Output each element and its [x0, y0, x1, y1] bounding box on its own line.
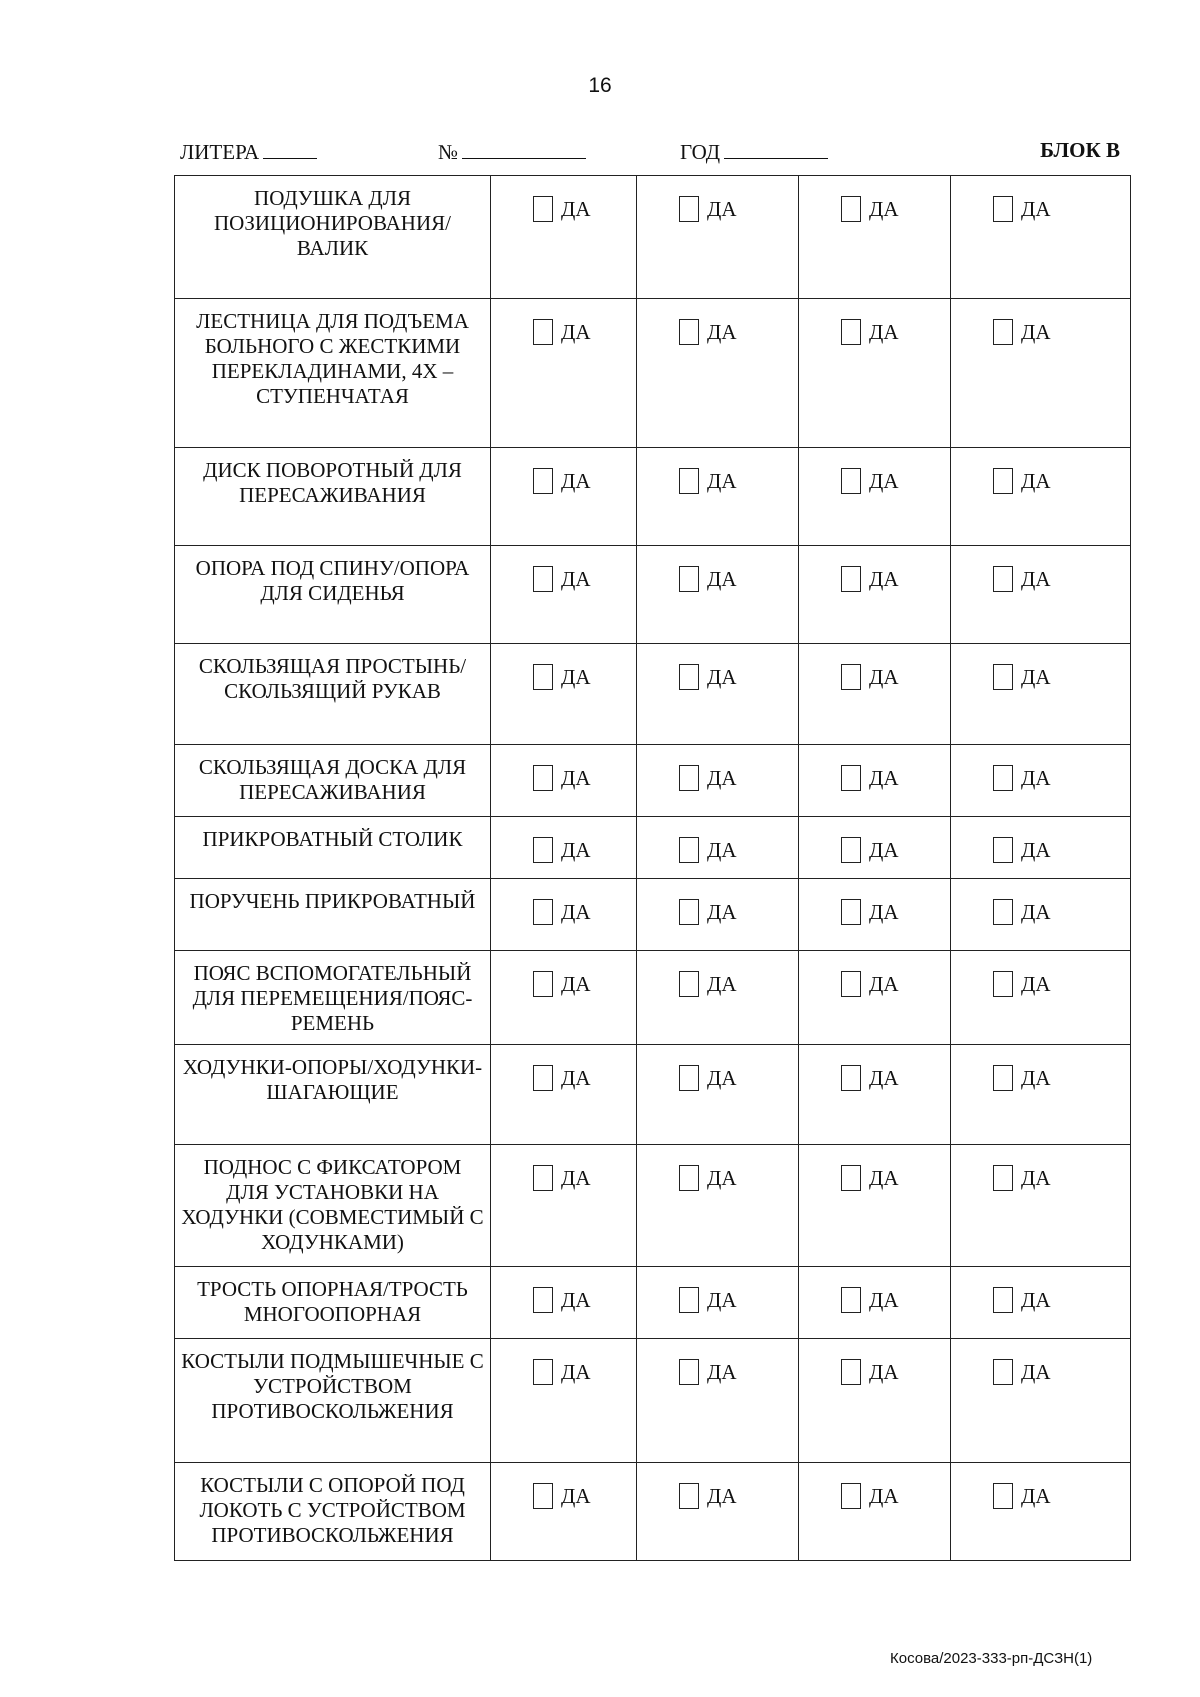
- checkbox-label: ДА: [1021, 1065, 1051, 1090]
- checkbox-cell: [799, 448, 951, 546]
- checkbox-label: ДА: [1021, 971, 1051, 996]
- yes-option[interactable]: [993, 319, 1130, 345]
- checkbox-cell: [491, 951, 637, 1045]
- item-name: СКОЛЬЗЯЩАЯ ДОСКА ДЛЯ ПЕРЕСАЖИВАНИЯ: [175, 745, 491, 817]
- checkbox-label: ДА: [1021, 1483, 1051, 1508]
- checkbox[interactable]: [533, 971, 553, 997]
- checkbox[interactable]: [993, 1483, 1013, 1509]
- checkbox-cell: [799, 299, 951, 448]
- checkbox-label: ДА: [869, 468, 899, 493]
- yes-option[interactable]: [533, 566, 636, 592]
- checkbox-cell: [951, 1267, 1131, 1339]
- checkbox-cell: [951, 448, 1131, 546]
- checkbox-label: ДА: [1021, 664, 1051, 689]
- year-blank[interactable]: [724, 138, 828, 159]
- checkbox-label: ДА: [561, 1359, 591, 1384]
- checkbox[interactable]: [679, 765, 699, 791]
- yes-option[interactable]: [533, 319, 636, 345]
- checkbox[interactable]: [679, 1165, 699, 1191]
- checkbox-cell: [799, 546, 951, 644]
- checkbox-label: ДА: [707, 1065, 737, 1090]
- checkbox-cell: [799, 1339, 951, 1463]
- checkbox-label: ДА: [707, 664, 737, 689]
- yes-option[interactable]: [679, 765, 798, 791]
- checkbox-label: ДА: [561, 899, 591, 924]
- checkbox-label: ДА: [1021, 319, 1051, 344]
- checkbox-label: ДА: [869, 1359, 899, 1384]
- checkbox-cell: [951, 1463, 1131, 1561]
- yes-option[interactable]: [533, 1483, 636, 1509]
- checkbox-label: ДА: [707, 468, 737, 493]
- table-row: [175, 951, 1131, 1045]
- page-number: 16: [588, 74, 612, 97]
- yes-option[interactable]: [533, 196, 636, 222]
- checkbox[interactable]: [993, 971, 1013, 997]
- checkbox-label: ДА: [869, 899, 899, 924]
- checkbox-label: ДА: [1021, 1165, 1051, 1190]
- checkbox-label: ДА: [561, 1287, 591, 1312]
- checkbox-cell: [491, 1463, 637, 1561]
- equipment-table-body: [175, 176, 1131, 1561]
- checkbox-label: ДА: [869, 837, 899, 862]
- checkbox-cell: [799, 879, 951, 951]
- item-name: ТРОСТЬ ОПОРНАЯ/ТРОСТЬ МНОГООПОРНАЯ: [175, 1267, 491, 1339]
- checkbox-cell: [799, 745, 951, 817]
- yes-option[interactable]: [533, 765, 636, 791]
- checkbox[interactable]: [679, 899, 699, 925]
- checkbox-label: ДА: [869, 566, 899, 591]
- checkbox-cell: [637, 644, 799, 745]
- yes-option[interactable]: [993, 566, 1130, 592]
- item-name: ПОРУЧЕНЬ ПРИКРОВАТНЫЙ: [175, 879, 491, 951]
- yes-option[interactable]: [679, 1483, 798, 1509]
- checkbox-cell: [951, 879, 1131, 951]
- yes-option[interactable]: [993, 468, 1130, 494]
- table-row: [175, 299, 1131, 448]
- checkbox[interactable]: [533, 765, 553, 791]
- checkbox-label: ДА: [869, 664, 899, 689]
- yes-option[interactable]: [841, 1165, 950, 1191]
- yes-option[interactable]: [533, 899, 636, 925]
- checkbox[interactable]: [679, 1065, 699, 1091]
- number-blank[interactable]: [462, 138, 586, 159]
- checkbox-cell: [951, 644, 1131, 745]
- checkbox[interactable]: [841, 1359, 861, 1385]
- checkbox[interactable]: [993, 1287, 1013, 1313]
- yes-option[interactable]: [841, 899, 950, 925]
- yes-option[interactable]: [841, 971, 950, 997]
- checkbox[interactable]: [679, 971, 699, 997]
- checkbox[interactable]: [841, 566, 861, 592]
- checkbox-cell: [491, 644, 637, 745]
- checkbox-label: ДА: [1021, 566, 1051, 591]
- checkbox[interactable]: [533, 1483, 553, 1509]
- item-name: ПОЯС ВСПОМОГАТЕЛЬНЫЙ ДЛЯ ПЕРЕМЕЩЕНИЯ/ПОЯС-РЕМЕНЬ: [175, 951, 491, 1045]
- checkbox-cell: [951, 176, 1131, 299]
- checkbox[interactable]: [533, 319, 553, 345]
- checkbox-cell: [491, 745, 637, 817]
- checkbox[interactable]: [841, 468, 861, 494]
- checkbox[interactable]: [993, 196, 1013, 222]
- yes-option[interactable]: [679, 837, 798, 863]
- year-label: ГОД: [680, 140, 721, 164]
- checkbox-label: ДА: [869, 1165, 899, 1190]
- checkbox-label: ДА: [707, 566, 737, 591]
- checkbox-cell: [637, 745, 799, 817]
- table-row: [175, 745, 1131, 817]
- checkbox[interactable]: [533, 566, 553, 592]
- checkbox-label: ДА: [707, 837, 737, 862]
- checkbox[interactable]: [679, 837, 699, 863]
- checkbox-label: ДА: [561, 1065, 591, 1090]
- checkbox[interactable]: [533, 837, 553, 863]
- checkbox[interactable]: [841, 1165, 861, 1191]
- checkbox-label: ДА: [561, 1483, 591, 1508]
- checkbox-label: ДА: [1021, 1359, 1051, 1384]
- yes-option[interactable]: [993, 196, 1130, 222]
- checkbox-cell: [799, 1463, 951, 1561]
- item-name: ЛЕСТНИЦА ДЛЯ ПОДЪЕМА БОЛЬНОГО С ЖЕСТКИМИ ПЕРЕКЛАДИНАМИ, 4Х –СТУПЕНЧАТАЯ: [175, 299, 491, 448]
- table-row: [175, 879, 1131, 951]
- checkbox-label: ДА: [561, 319, 591, 344]
- checkbox-cell: [637, 951, 799, 1045]
- checkbox-cell: [951, 1145, 1131, 1267]
- table-row: [175, 1045, 1131, 1145]
- yes-option[interactable]: [679, 1165, 798, 1191]
- table-row: [175, 1145, 1131, 1267]
- item-name: ПОДУШКА ДЛЯ ПОЗИЦИОНИРОВАНИЯ/ВАЛИК: [175, 176, 491, 299]
- yes-option[interactable]: [679, 1065, 798, 1091]
- checkbox-label: ДА: [869, 1483, 899, 1508]
- checkbox-cell: [637, 879, 799, 951]
- litera-blank[interactable]: [263, 138, 317, 159]
- yes-option[interactable]: [841, 1483, 950, 1509]
- yes-option[interactable]: [841, 566, 950, 592]
- yes-option[interactable]: [679, 566, 798, 592]
- checkbox-label: ДА: [1021, 899, 1051, 924]
- table-row: [175, 546, 1131, 644]
- yes-option[interactable]: [679, 899, 798, 925]
- yes-option[interactable]: [841, 319, 950, 345]
- checkbox-label: ДА: [869, 971, 899, 996]
- checkbox[interactable]: [533, 1165, 553, 1191]
- checkbox[interactable]: [679, 468, 699, 494]
- item-name: КОСТЫЛИ ПОДМЫШЕЧНЫЕ С УСТРОЙСТВОМ ПРОТИВОСКОЛЬЖЕНИЯ: [175, 1339, 491, 1463]
- checkbox-cell: [951, 1339, 1131, 1463]
- yes-option[interactable]: [679, 971, 798, 997]
- yes-option[interactable]: [841, 1065, 950, 1091]
- table-row: [175, 1339, 1131, 1463]
- checkbox-cell: [951, 546, 1131, 644]
- checkbox-cell: [637, 448, 799, 546]
- litera-label: ЛИТЕРА: [180, 140, 260, 164]
- checkbox-cell: [637, 1045, 799, 1145]
- yes-option[interactable]: [679, 664, 798, 690]
- year-field: [680, 138, 828, 165]
- yes-option[interactable]: [841, 664, 950, 690]
- document-code: Косова/2023-333-рп-ДСЗН(1): [890, 1650, 1093, 1667]
- checkbox-label: ДА: [707, 971, 737, 996]
- litera-field: [180, 138, 317, 165]
- checkbox-cell: [491, 299, 637, 448]
- checkbox-cell: [491, 448, 637, 546]
- checkbox-cell: [951, 817, 1131, 879]
- checkbox-cell: [799, 176, 951, 299]
- checkbox[interactable]: [993, 837, 1013, 863]
- yes-option[interactable]: [679, 1287, 798, 1313]
- yes-option[interactable]: [993, 837, 1130, 863]
- checkbox[interactable]: [993, 566, 1013, 592]
- checkbox-cell: [637, 817, 799, 879]
- checkbox-label: ДА: [707, 1359, 737, 1384]
- yes-option[interactable]: [679, 196, 798, 222]
- yes-option[interactable]: [533, 971, 636, 997]
- checkbox-cell: [799, 1145, 951, 1267]
- checkbox[interactable]: [679, 319, 699, 345]
- checkbox-cell: [799, 1267, 951, 1339]
- checkbox-cell: [637, 1339, 799, 1463]
- checkbox[interactable]: [993, 899, 1013, 925]
- yes-option[interactable]: [993, 1359, 1130, 1385]
- yes-option[interactable]: [841, 765, 950, 791]
- block-label: БЛОК В: [1040, 138, 1120, 162]
- yes-option[interactable]: [993, 1483, 1130, 1509]
- yes-option[interactable]: [679, 1359, 798, 1385]
- number-label: №: [438, 140, 459, 164]
- checkbox-cell: [799, 951, 951, 1045]
- checkbox[interactable]: [533, 468, 553, 494]
- checkbox-label: ДА: [869, 319, 899, 344]
- yes-option[interactable]: [533, 1065, 636, 1091]
- checkbox-label: ДА: [707, 899, 737, 924]
- item-name: ПРИКРОВАТНЫЙ СТОЛИК: [175, 817, 491, 879]
- checkbox[interactable]: [533, 664, 553, 690]
- table-row: [175, 817, 1131, 879]
- table-row: [175, 644, 1131, 745]
- yes-option[interactable]: [533, 837, 636, 863]
- item-name: ХОДУНКИ-ОПОРЫ/ХОДУНКИ-ШАГАЮЩИЕ: [175, 1045, 491, 1145]
- checkbox[interactable]: [993, 1065, 1013, 1091]
- checkbox[interactable]: [993, 765, 1013, 791]
- checkbox[interactable]: [679, 1359, 699, 1385]
- checkbox-cell: [491, 817, 637, 879]
- checkbox[interactable]: [533, 1287, 553, 1313]
- checkbox-label: ДА: [707, 1287, 737, 1312]
- checkbox-cell: [491, 546, 637, 644]
- checkbox[interactable]: [841, 319, 861, 345]
- yes-option[interactable]: [841, 468, 950, 494]
- checkbox-label: ДА: [869, 1065, 899, 1090]
- checkbox-label: ДА: [869, 1287, 899, 1312]
- table-row: [175, 448, 1131, 546]
- yes-option[interactable]: [533, 468, 636, 494]
- item-name: СКОЛЬЗЯЩАЯ ПРОСТЫНЬ/СКОЛЬЗЯЩИЙ РУКАВ: [175, 644, 491, 745]
- checkbox-label: ДА: [707, 196, 737, 221]
- checkbox[interactable]: [679, 664, 699, 690]
- checkbox-label: ДА: [1021, 196, 1051, 221]
- yes-option[interactable]: [533, 664, 636, 690]
- yes-option[interactable]: [533, 1359, 636, 1385]
- item-name: КОСТЫЛИ С ОПОРОЙ ПОД ЛОКОТЬ С УСТРОЙСТВОМ ПРОТИВОСКОЛЬЖЕНИЯ: [175, 1463, 491, 1561]
- table-row: [175, 176, 1131, 299]
- yes-option[interactable]: [679, 319, 798, 345]
- checkbox-cell: [637, 1145, 799, 1267]
- checkbox-cell: [799, 644, 951, 745]
- checkbox-label: ДА: [707, 1483, 737, 1508]
- checkbox[interactable]: [993, 1165, 1013, 1191]
- checkbox-label: ДА: [869, 196, 899, 221]
- checkbox-cell: [637, 546, 799, 644]
- checkbox-cell: [491, 1045, 637, 1145]
- checkbox-cell: [637, 299, 799, 448]
- checkbox-label: ДА: [1021, 837, 1051, 862]
- yes-option[interactable]: [533, 1165, 636, 1191]
- yes-option[interactable]: [993, 971, 1130, 997]
- checkbox[interactable]: [841, 664, 861, 690]
- checkbox-label: ДА: [1021, 468, 1051, 493]
- yes-option[interactable]: [679, 468, 798, 494]
- checkbox-cell: [799, 817, 951, 879]
- checkbox-label: ДА: [869, 765, 899, 790]
- table-row: [175, 1267, 1131, 1339]
- checkbox[interactable]: [993, 1359, 1013, 1385]
- item-name: ОПОРА ПОД СПИНУ/ОПОРА ДЛЯ СИДЕНЬЯ: [175, 546, 491, 644]
- checkbox-label: ДА: [561, 468, 591, 493]
- checkbox[interactable]: [679, 566, 699, 592]
- checkbox[interactable]: [841, 196, 861, 222]
- yes-option[interactable]: [993, 1065, 1130, 1091]
- equipment-table: [174, 175, 1131, 1561]
- checkbox[interactable]: [841, 1065, 861, 1091]
- yes-option[interactable]: [533, 1287, 636, 1313]
- yes-option[interactable]: [841, 1287, 950, 1313]
- yes-option[interactable]: [993, 899, 1130, 925]
- checkbox-cell: [491, 1267, 637, 1339]
- checkbox-label: ДА: [561, 664, 591, 689]
- yes-option[interactable]: [841, 837, 950, 863]
- checkbox-cell: [637, 176, 799, 299]
- checkbox[interactable]: [533, 196, 553, 222]
- checkbox[interactable]: [841, 1483, 861, 1509]
- checkbox-label: ДА: [561, 196, 591, 221]
- yes-option[interactable]: [841, 1359, 950, 1385]
- checkbox[interactable]: [993, 468, 1013, 494]
- checkbox[interactable]: [679, 1483, 699, 1509]
- item-name: ДИСК ПОВОРОТНЫЙ ДЛЯ ПЕРЕСАЖИВАНИЯ: [175, 448, 491, 546]
- yes-option[interactable]: [993, 664, 1130, 690]
- checkbox-label: ДА: [1021, 765, 1051, 790]
- checkbox-cell: [951, 299, 1131, 448]
- checkbox-label: ДА: [1021, 1287, 1051, 1312]
- yes-option[interactable]: [993, 765, 1130, 791]
- checkbox-cell: [637, 1463, 799, 1561]
- checkbox-label: ДА: [707, 1165, 737, 1190]
- checkbox[interactable]: [533, 1065, 553, 1091]
- checkbox-cell: [799, 1045, 951, 1145]
- table-row: [175, 1463, 1131, 1561]
- checkbox-label: ДА: [561, 765, 591, 790]
- checkbox[interactable]: [679, 196, 699, 222]
- checkbox[interactable]: [841, 765, 861, 791]
- yes-option[interactable]: [993, 1165, 1130, 1191]
- checkbox[interactable]: [533, 1359, 553, 1385]
- checkbox-cell: [951, 951, 1131, 1045]
- checkbox[interactable]: [533, 899, 553, 925]
- checkbox[interactable]: [679, 1287, 699, 1313]
- form-header: [180, 138, 1120, 168]
- checkbox-label: ДА: [561, 1165, 591, 1190]
- checkbox[interactable]: [993, 319, 1013, 345]
- checkbox-cell: [951, 745, 1131, 817]
- checkbox-label: ДА: [707, 319, 737, 344]
- checkbox[interactable]: [841, 837, 861, 863]
- checkbox[interactable]: [841, 971, 861, 997]
- yes-option[interactable]: [841, 196, 950, 222]
- checkbox-label: ДА: [561, 971, 591, 996]
- yes-option[interactable]: [993, 1287, 1130, 1313]
- checkbox-cell: [491, 176, 637, 299]
- checkbox-label: ДА: [561, 566, 591, 591]
- checkbox-cell: [491, 879, 637, 951]
- checkbox-cell: [951, 1045, 1131, 1145]
- checkbox-cell: [491, 1145, 637, 1267]
- checkbox-label: ДА: [561, 837, 591, 862]
- checkbox[interactable]: [993, 664, 1013, 690]
- checkbox-cell: [637, 1267, 799, 1339]
- number-field: [438, 138, 586, 165]
- checkbox[interactable]: [841, 899, 861, 925]
- item-name: ПОДНОС С ФИКСАТОРОМ ДЛЯ УСТАНОВКИ НА ХОДУНКИ (СОВМЕСТИМЫЙ С ХОДУНКАМИ): [175, 1145, 491, 1267]
- checkbox[interactable]: [841, 1287, 861, 1313]
- checkbox-label: ДА: [707, 765, 737, 790]
- checkbox-cell: [491, 1339, 637, 1463]
